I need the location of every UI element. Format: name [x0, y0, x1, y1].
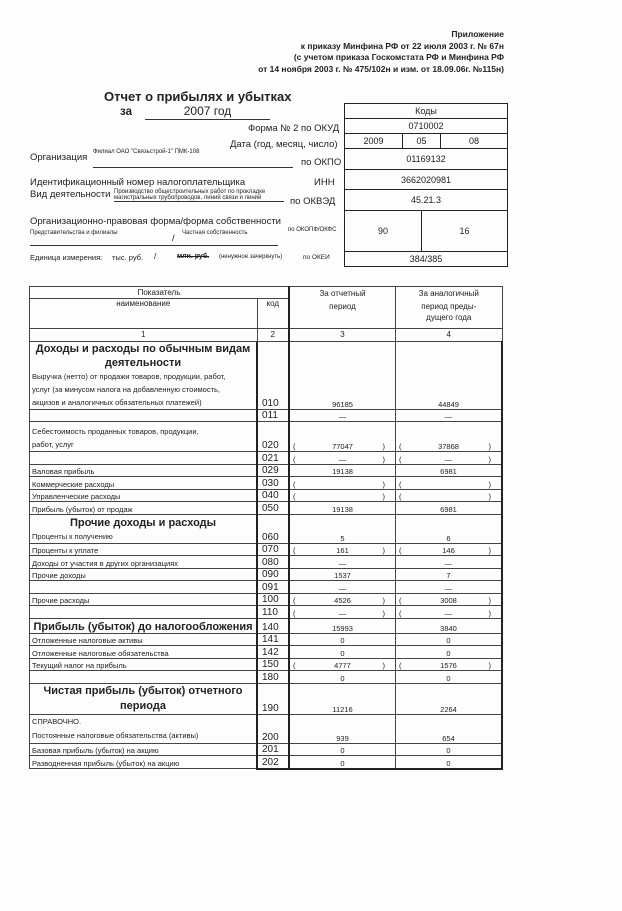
row-previous — [396, 543, 503, 556]
row-code: 180 — [257, 671, 289, 684]
code-date-month: 05 — [402, 134, 440, 148]
row-previous: 7 — [396, 568, 503, 581]
row-010-line-3: акцизов и аналогичных обязательных платежей) — [32, 397, 202, 407]
okved-label: по ОКВЭД — [290, 196, 336, 207]
row-current-value: 161 — [336, 546, 349, 555]
table-row — [30, 568, 503, 581]
row-code: 090 — [257, 568, 289, 581]
row-previous: — — [396, 581, 503, 594]
row-060-name: Проценты к получению — [32, 531, 113, 541]
row-current: 0 — [289, 633, 396, 646]
row-code: 029 — [257, 464, 289, 477]
row-code: 080 — [257, 556, 289, 569]
row-previous: 0 — [396, 743, 503, 756]
row-name: Текущий налог на прибыль — [30, 658, 258, 671]
codes-box — [344, 103, 508, 267]
ownership-value: Частная собственность — [182, 230, 248, 236]
code-okfs: 16 — [421, 211, 507, 251]
paren-close: ) — [488, 608, 491, 618]
organization-label: Организация — [30, 152, 88, 163]
activity-value — [114, 189, 284, 202]
header-indicator: Показатель — [30, 287, 290, 299]
row-previous — [396, 489, 503, 502]
code-okei: 384/385 — [409, 254, 443, 264]
legal-form-value: Представительства и филиалы — [30, 230, 118, 236]
table-row — [30, 514, 503, 543]
row-previous-value: — — [444, 454, 453, 464]
section-title-ordinary: Доходы и расходы по обычным видам деятельности — [35, 342, 251, 369]
row-current: 15993 — [289, 618, 396, 633]
row-current: 5 — [289, 514, 396, 543]
row-200-line-1: СПРАВОЧНО. — [32, 716, 82, 726]
paren-close: ) — [382, 661, 385, 670]
date-label: Дата (год, месяц, число) — [230, 139, 338, 150]
paren-close: ) — [382, 596, 385, 605]
table-row — [30, 477, 503, 490]
row-current — [289, 606, 396, 619]
row-code: 150 — [257, 658, 289, 671]
paren-open: ( — [399, 596, 402, 605]
paren-close: ) — [382, 479, 385, 489]
row-name-190 — [30, 683, 258, 714]
row-code: 030 — [257, 477, 289, 490]
row-020-line-2: работ, услуг — [32, 440, 74, 449]
header-previous-line-2: период преды- — [421, 302, 477, 311]
table-row — [30, 671, 503, 684]
code-okud: 0710002 — [408, 121, 444, 131]
row-previous: 3840 — [396, 618, 503, 633]
row-190-line-2: периода — [120, 699, 166, 712]
row-previous — [396, 606, 503, 619]
paren-open: ( — [399, 661, 402, 670]
legal-form-label: Организационно-правовая форма/форма собственности — [30, 216, 281, 227]
table-row — [30, 422, 503, 452]
row-current-value: — — [338, 454, 347, 464]
row-current: — — [289, 581, 396, 594]
row-current: 11216 — [289, 683, 396, 714]
code-okopf: 90 — [377, 226, 388, 236]
row-code: 100 — [257, 593, 289, 606]
row-previous: 0 — [396, 633, 503, 646]
unit-label: Единица измерения: — [30, 253, 103, 262]
appendix-line-3: (с учетом приказа Госкомстата РФ и Минфина РФ — [293, 52, 504, 62]
row-code: 060 — [257, 514, 289, 543]
row-previous: 6981 — [396, 502, 503, 515]
code-okved: 45.21.3 — [410, 195, 442, 205]
organization-value: Филиал ОАО "Связьстрой-1" ПМК-108 — [93, 149, 293, 168]
unit-note: (ненужное зачеркнуть) — [219, 254, 283, 260]
report-year: 2007 год — [145, 104, 270, 120]
row-name — [30, 606, 258, 619]
paren-close: ) — [382, 442, 385, 451]
row-current-value: 4526 — [334, 596, 351, 605]
row-190-line-1: Чистая прибыль (убыток) отчетного — [43, 684, 243, 697]
row-code: 040 — [257, 489, 289, 502]
code-date-day: 08 — [440, 134, 507, 148]
row-current — [289, 543, 396, 556]
table-row — [30, 618, 503, 633]
legal-form-underline — [30, 240, 278, 246]
row-current — [289, 477, 396, 490]
report-za: за — [120, 106, 132, 118]
row-name: Проценты к уплате — [30, 543, 258, 556]
inn-label: Идентификационный номер налогоплательщика — [30, 177, 246, 188]
row-current: 0 — [289, 646, 396, 659]
paren-open: ( — [293, 492, 296, 501]
col-number-4: 4 — [396, 329, 503, 342]
paren-open: ( — [399, 546, 402, 555]
row-name — [30, 452, 258, 465]
row-current: 939 — [289, 714, 396, 743]
row-current-value: — — [338, 608, 347, 618]
code-okpo: 01169132 — [406, 154, 446, 164]
row-current: — — [289, 556, 396, 569]
row-previous: — — [396, 556, 503, 569]
table-row — [30, 606, 503, 619]
row-name-020 — [30, 422, 258, 452]
header-previous — [396, 287, 503, 329]
row-code: 021 — [257, 452, 289, 465]
row-previous: 0 — [396, 756, 503, 769]
table-row — [30, 464, 503, 477]
paren-close: ) — [488, 454, 491, 464]
row-name — [30, 581, 258, 594]
paren-close: ) — [382, 454, 385, 464]
row-name-060 — [30, 514, 258, 543]
okei-label: по ОКЕИ — [303, 254, 330, 261]
row-current: 0 — [289, 671, 396, 684]
row-010-line-2: услуг (за минусом налога на добавленную стоимость, — [32, 384, 221, 394]
appendix-line-4: от 14 ноября 2003 г. № 475/102н и изм. от 18.09.06г. №115н) — [258, 63, 504, 74]
row-name-010 — [30, 341, 258, 409]
row-name-140: Прибыль (убыток) до налогообложения — [30, 618, 258, 633]
activity-label: Вид деятельности — [30, 189, 111, 200]
row-010-line-1: Выручка (нетто) от продажи товаров, продукции, работ, — [32, 371, 226, 381]
row-code: 050 — [257, 502, 289, 515]
col-number-3: 3 — [289, 329, 396, 342]
table-row — [30, 502, 503, 515]
report-title: Отчет о прибылях и убытках — [104, 89, 292, 104]
row-previous: 654 — [396, 714, 503, 743]
paren-close: ) — [488, 546, 491, 555]
paren-close: ) — [488, 596, 491, 605]
paren-open: ( — [293, 596, 296, 605]
activity-value-line-2: магистральных трубопроводов, линий связи и линий — [114, 195, 262, 201]
paren-close: ) — [488, 661, 491, 670]
row-name: Разводненная прибыль (убыток) на акцию — [30, 756, 258, 769]
table-row — [30, 543, 503, 556]
unit-thousand: тыс. руб. — [112, 253, 144, 262]
row-current: 1537 — [289, 568, 396, 581]
header-previous-line-1: За аналогичный — [418, 289, 479, 298]
table-row — [30, 633, 503, 646]
row-previous — [396, 658, 503, 671]
row-previous — [396, 477, 503, 490]
table-row — [30, 756, 503, 769]
header-current-line-1: За отчетный — [319, 289, 366, 298]
row-name: Управленческие расходы — [30, 489, 258, 502]
row-code: 070 — [257, 543, 289, 556]
row-previous — [396, 452, 503, 465]
row-code: 142 — [257, 646, 289, 659]
unit-separator: / — [154, 252, 157, 261]
row-previous: 6981 — [396, 464, 503, 477]
table-row — [30, 452, 503, 465]
codes-header: Коды — [415, 106, 437, 116]
row-current: 19138 — [289, 464, 396, 477]
row-code: 011 — [257, 409, 289, 422]
paren-close: ) — [488, 442, 491, 451]
table-row — [30, 341, 503, 409]
legal-form-slash: / — [172, 233, 175, 244]
row-code: 140 — [257, 618, 289, 633]
paren-open: ( — [293, 442, 296, 451]
paren-open: ( — [293, 661, 296, 670]
row-name: Прочие расходы — [30, 593, 258, 606]
row-previous: — — [396, 409, 503, 422]
row-name: Прочие доходы — [30, 568, 258, 581]
row-200-line-2: Постоянные налоговые обязательства (активы) — [32, 730, 199, 740]
row-previous: 44849 — [396, 341, 503, 409]
row-name: Валовая прибыль — [30, 464, 258, 477]
header-current-line-2: период — [329, 302, 356, 311]
row-code: 201 — [257, 743, 289, 756]
forma-label: Форма № 2 по ОКУД — [248, 123, 340, 134]
row-previous: 0 — [396, 671, 503, 684]
table-row — [30, 646, 503, 659]
paren-open: ( — [399, 492, 402, 501]
col-number-1: 1 — [30, 329, 258, 342]
row-code: 200 — [257, 714, 289, 743]
row-previous-value: 3008 — [440, 596, 457, 605]
paren-close: ) — [382, 492, 385, 501]
row-previous: 0 — [396, 646, 503, 659]
row-name — [30, 671, 258, 684]
row-name: Отложенные налоговые обязательства — [30, 646, 258, 659]
row-current: 0 — [289, 756, 396, 769]
row-code: 110 — [257, 606, 289, 619]
paren-open: ( — [399, 454, 402, 464]
paren-close: ) — [382, 546, 385, 555]
row-previous: 6 — [396, 514, 503, 543]
header-current — [289, 287, 396, 329]
row-code: 190 — [257, 683, 289, 714]
row-previous — [396, 593, 503, 606]
okopf-label: по ОКОПФ/ОКФС — [288, 227, 337, 233]
row-previous-value: — — [444, 608, 453, 618]
row-current-value: 4777 — [334, 661, 351, 670]
table-row — [30, 593, 503, 606]
row-name-200 — [30, 714, 258, 743]
appendix-note — [258, 29, 504, 75]
table-row — [30, 714, 503, 743]
row-current: 96185 — [289, 341, 396, 409]
appendix-line-2: к приказу Минфина РФ от 22 июля 2003 г. № 67н — [300, 40, 504, 51]
table-row — [30, 556, 503, 569]
row-020-line-1: Себестоимость проданных товаров, продукции, — [32, 427, 199, 436]
table-row — [30, 658, 503, 671]
row-name: Коммерческие расходы — [30, 477, 258, 490]
table-row — [30, 489, 503, 502]
paren-close: ) — [488, 479, 491, 489]
paren-open: ( — [399, 442, 402, 451]
paren-open: ( — [399, 608, 402, 618]
row-current — [289, 593, 396, 606]
table-row — [30, 581, 503, 594]
row-current: — — [289, 409, 396, 422]
row-previous: 2264 — [396, 683, 503, 714]
row-current — [289, 489, 396, 502]
row-current — [289, 452, 396, 465]
paren-open: ( — [293, 546, 296, 555]
row-current — [289, 422, 396, 452]
row-code: 010 — [257, 341, 289, 409]
row-name: Базовая прибыль (убыток) на акцию — [30, 743, 258, 756]
paren-open: ( — [399, 479, 402, 489]
row-current — [289, 658, 396, 671]
row-current: 19138 — [289, 502, 396, 515]
code-inn: 3662020981 — [400, 174, 452, 185]
profit-loss-table — [29, 286, 503, 770]
unit-million: млн. руб. — [177, 253, 210, 260]
paren-close: ) — [488, 492, 491, 501]
row-previous-value: 146 — [442, 546, 455, 555]
row-current-value: 77047 — [332, 442, 353, 451]
row-name: Доходы от участия в других организациях — [30, 556, 258, 569]
row-code: 091 — [257, 581, 289, 594]
paren-open: ( — [293, 479, 296, 489]
col-number-2: 2 — [257, 329, 289, 342]
table-row — [30, 683, 503, 714]
code-date-year: 2009 — [363, 136, 384, 146]
header-previous-line-3: дущего года — [426, 313, 472, 322]
row-code: 141 — [257, 633, 289, 646]
okpo-label: по ОКПО — [301, 157, 342, 168]
row-name: Прибыль (убыток) от продаж — [30, 502, 258, 515]
section-title-other: Прочие доходы и расходы — [69, 516, 217, 529]
row-code: 202 — [257, 756, 289, 769]
header-code: код — [257, 299, 289, 329]
activity-value-line-1: Производство общестроительных работ по прокладке — [114, 189, 266, 195]
header-name: наименование — [30, 299, 258, 329]
paren-close: ) — [382, 608, 385, 618]
paren-open: ( — [293, 608, 296, 618]
row-code: 020 — [257, 422, 289, 452]
row-previous-value: 1576 — [440, 661, 457, 670]
row-name: Отложенные налоговые активы — [30, 633, 258, 646]
table-row — [30, 409, 503, 422]
row-previous — [396, 422, 503, 452]
table-row — [30, 743, 503, 756]
paren-open: ( — [293, 454, 296, 464]
row-current: 0 — [289, 743, 396, 756]
row-previous-value: 37868 — [438, 442, 459, 451]
row-name — [30, 409, 258, 422]
inn-short-label: ИНН — [314, 177, 335, 188]
appendix-line-1: Приложение — [451, 29, 504, 39]
